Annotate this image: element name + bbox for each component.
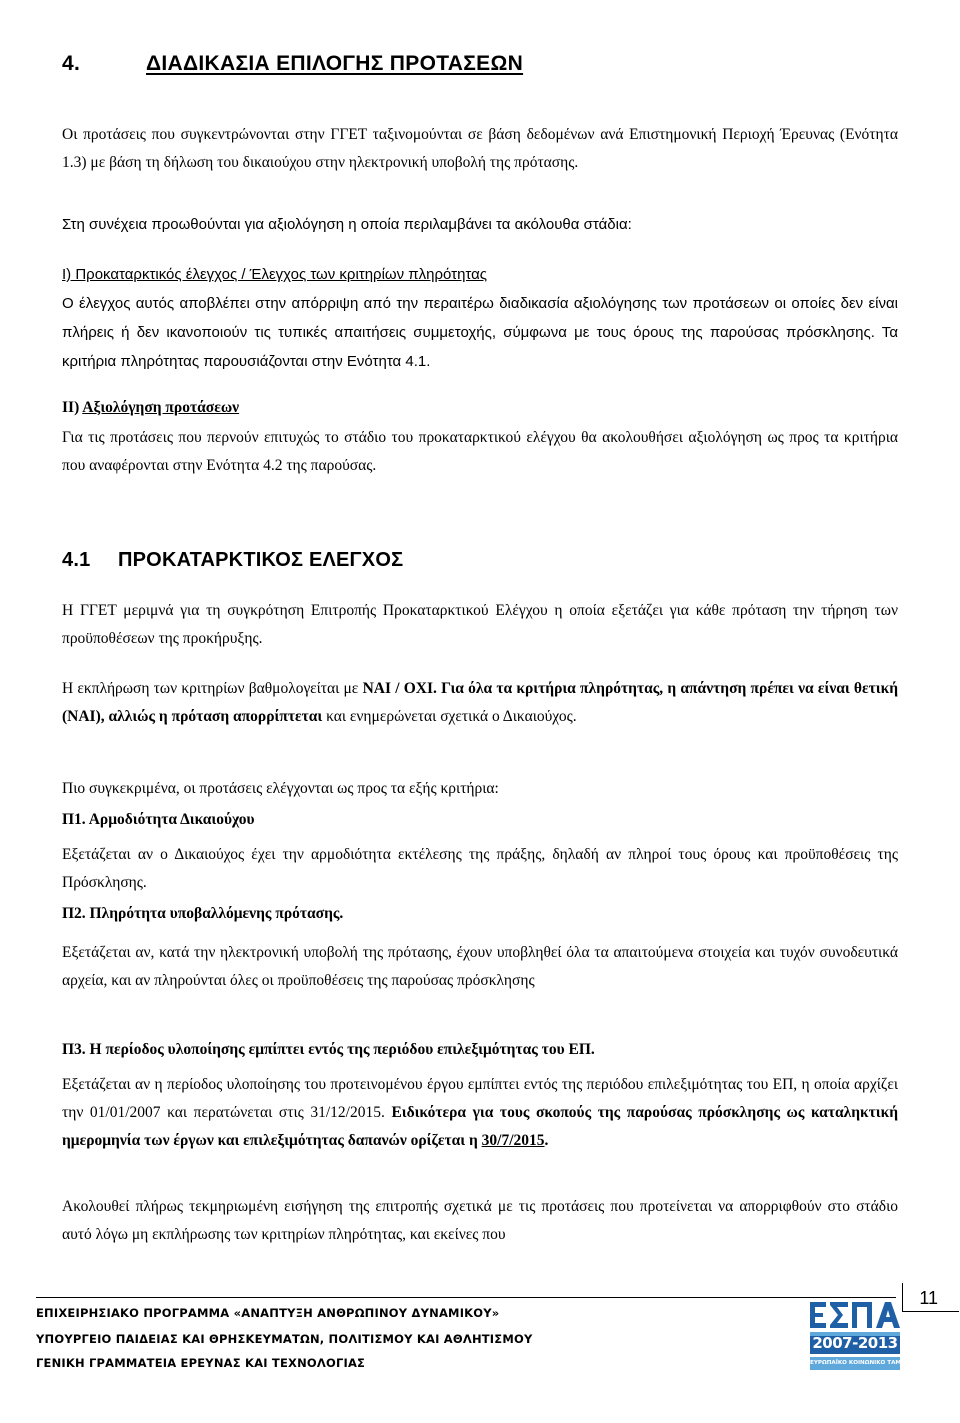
subsection-number: 4.1 [62,549,91,571]
criterion-p3-text-a: Εξετάζεται αν η περίοδος υλοποίησης του προτεινομένου έργου εμπίπτει εντός της περιόδου επιλεξιμότητας του ΕΠ, η οποία αρχίζει την 01/01/2007 και περατώνεται στις 31/12/2015. [62,1076,898,1121]
stage-one-title: Ι) Προκαταρκτικός έλεγχος / Έλεγχος των κριτηρίων πληρότητας [62,266,488,283]
page-number: 11 [919,1288,938,1308]
footer-secretariat: ΓΕΝΙΚΗ ΓΡΑΜΜΑΤΕΙΑ ΕΡΕΥΝΑΣ ΚΑΙ ΤΕΧΝΟΛΟΓΙΑΣ [36,1356,366,1370]
footer-divider [36,1297,896,1298]
committee-paragraph: Η ΓΓΕΤ μεριμνά για τη συγκρότηση Επιτροπής Προκαταρκτικού Ελέγχου η οποία εξετάζει για κάθε πρόταση την τήρηση των προϋποθέσεων της προκήρυξης. [62,602,898,647]
criterion-p2-title: Π2. Πληρότητα υποβαλλόμενης πρότασης. [62,905,344,922]
section-heading [62,52,523,76]
stage-two-title: Αξιολόγηση προτάσεων [82,399,240,416]
espa-logo-years: 2007-2013 [812,1334,898,1352]
criterion-p3-end: . [544,1132,549,1149]
stages-paragraph: Στη συνέχεια προωθούνται για αξιολόγηση η οποία περιλαμβάνει τα ακόλουθα στάδια: [62,216,632,233]
footer-ministry: ΥΠΟΥΡΓΕΙΟ ΠΑΙΔΕΙΑΣ ΚΑΙ ΘΡΗΣΚΕΥΜΑΤΩΝ, ΠΟΛΙΤΙΣΜΟΥ ΚΑΙ ΑΘΛΗΤΙΣΜΟΥ [36,1332,533,1346]
espa-logo [806,1296,912,1374]
stage-one-label [62,261,898,289]
scoring-paragraph [62,675,898,731]
intro-paragraph: Οι προτάσεις που συγκεντρώνονται στην ΓΓΕΤ ταξινομούνται σε βάση δεδομένων ανά Επιστημονική Περιοχή Έρευνας (Ενότητα 1.3) με βάση τη δήλωση του δικαιούχου στην ηλεκτρονική υποβολή της πρότασης. [62,126,898,171]
scoring-text-d: και ενημερώνεται σχετικά ο Δικαιούχος. [322,708,577,725]
stage-one-text: Ο έλεγχος αυτός αποβλέπει στην απόρριψη από την περαιτέρω διαδικασία αξιολόγησης των προτάσεων οι οποίες δεν είναι πλήρεις ή δεν ικανοποιούν τις τυπικές απαιτήσεις συμμετοχής, σύμφωνα με τους όρους της παρούσας πρόσκλησης. Τα κριτήρια πληρότητας παρουσιάζονται στην Ενότητα 4.1. [62,295,898,370]
scoring-rule: Για όλα τα κριτήρια πληρότητας, η απάντηση πρέπει να είναι θετική (ΝΑΙ), αλλιώς η πρόταση απορρίπτεται [62,680,898,725]
criteria-intro: Πιο συγκεκριμένα, οι προτάσεις ελέγχονται ως προς τα εξής κριτήρια: [62,780,499,797]
subsection-title: ΠΡΟΚΑΤΑΡΚΤΙΚΟΣ ΕΛΕΓΧΟΣ [118,549,404,571]
criterion-p3-deadline-text: Ειδικότερα για τους σκοπούς της παρούσας πρόσκλησης ως καταληκτική ημερομηνία των έργων και επιλεξιμότητας δαπανών ορίζεται η [62,1104,898,1149]
criterion-p1-code: Π1. [62,811,89,828]
criterion-p3-deadline-date: 30/7/2015 [481,1132,545,1149]
section-number: 4. [62,52,81,75]
closing-paragraph: Ακολουθεί πλήρως τεκμηριωμένη εισήγηση της επιτροπής σχετικά με τις προτάσεις που προτείνεται να απορριφθούν στο στάδιο αυτό λόγω μη εκπλήρωσης των κριτηρίων πληρότητας, και εκείνες που [62,1198,898,1243]
scoring-text-a: Η εκπλήρωση των κριτηρίων βαθμολογείται με [62,680,363,697]
stage-two-label [62,394,898,422]
criterion-p3-text [62,1071,898,1155]
espa-logo-fund: ΕΥΡΩΠΑΪΚΟ ΚΟΙΝΩΝΙΚΟ ΤΑΜΕΙΟ [810,1360,912,1366]
subsection-heading [62,549,403,572]
scoring-yes-no: ΝΑΙ / ΟΧΙ. [362,680,437,697]
criterion-p1-text: Εξετάζεται αν ο Δικαιούχος έχει την αρμοδιότητα εκτέλεσης της πράξης, δηλαδή αν πληροί τους όρους και προϋποθέσεις της Πρόσκλησης. [62,846,898,891]
criterion-p1-name: Αρμοδιότητα Δικαιούχου [88,811,255,828]
stage-two-prefix: ΙΙ) [62,399,83,416]
footer-programme: ΕΠΙΧΕΙΡΗΣΙΑΚΟ ΠΡΟΓΡΑΜΜΑ «ΑΝΑΠΤΥΞΗ ΑΝΘΡΩΠΙΝΟΥ ΔΥΝΑΜΙΚΟΥ» [36,1306,500,1320]
stage-two-text: Για τις προτάσεις που περνούν επιτυχώς το στάδιο του προκαταρκτικού ελέγχου θα ακολουθήσει αξιολόγηση ως προς τα κριτήρια που αναφέρονται στην Ενότητα 4.2 της παρούσας. [62,429,898,474]
criterion-p3-title: Π3. Η περίοδος υλοποίησης εμπίπτει εντός της περιόδου επιλεξιμότητας του ΕΠ. [62,1041,595,1058]
criterion-p2-text: Εξετάζεται αν, κατά την ηλεκτρονική υποβολή της πρότασης, έχουν υποβληθεί όλα τα απαιτούμενα στοιχεία και τυχόν συνοδευτικά αρχεία, και αν πληρούνται όλες οι προϋποθέσεις της παρούσας πρόσκλησης [62,944,898,989]
criterion-p1-title [62,806,898,834]
section-title: ΔΙΑΔΙΚΑΣΙΑ ΕΠΙΛΟΓΗΣ ΠΡΟΤΑΣΕΩΝ [146,52,524,75]
